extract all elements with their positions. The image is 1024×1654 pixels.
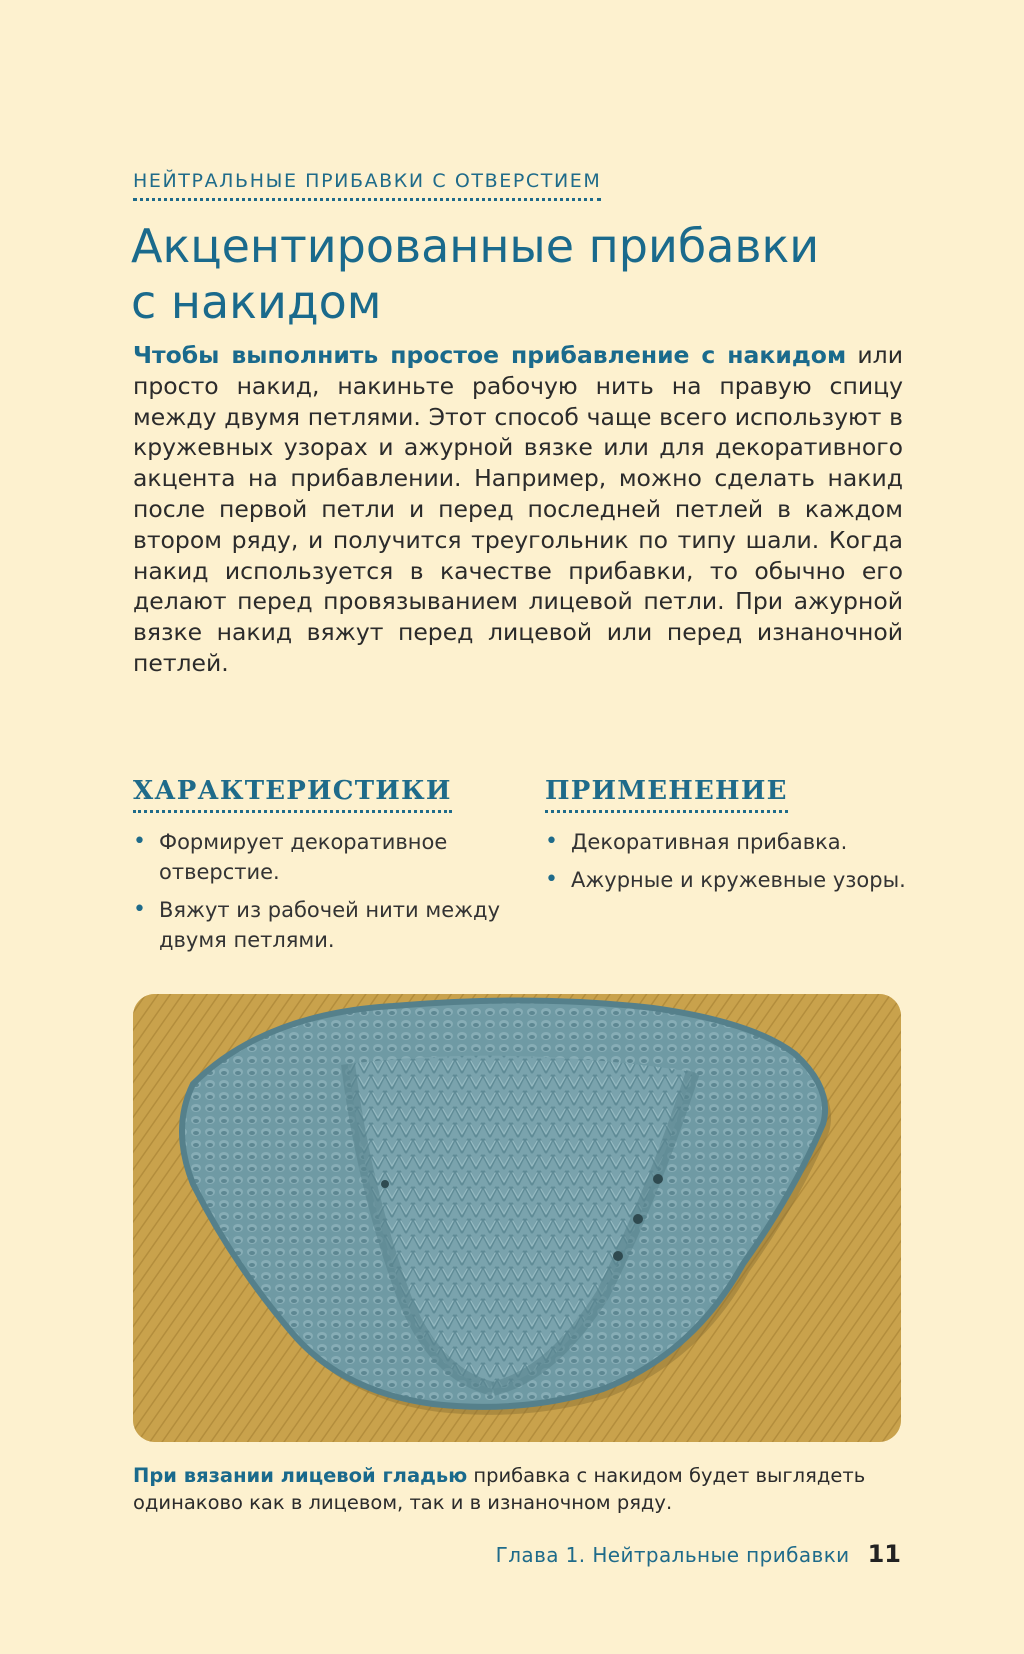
page-title-line-1: Акцентированные прибавки	[131, 219, 820, 273]
characteristics-section	[133, 776, 518, 963]
application-list	[545, 827, 945, 895]
page-title	[131, 218, 951, 330]
caption-lead: При вязании лицевой гладью	[133, 1464, 468, 1487]
list-item: • Ажурные и кружевные узоры.	[545, 865, 945, 895]
application-section	[545, 776, 945, 903]
chapter-title: Глава 1. Нейтральные прибавки	[495, 1543, 850, 1567]
page-footer	[496, 1540, 901, 1568]
caption-text: прибавка с накидом будет выглядеть одинаково как в лицевом, так и в изнаночном ряду.	[133, 1464, 866, 1514]
swatch-illustration	[133, 994, 901, 1442]
page-number: 11	[867, 1540, 901, 1568]
page-title-line-2: с накидом	[131, 275, 382, 329]
list-item: • Вяжут из рабочей нити между двумя петлями.	[133, 895, 518, 955]
intro-text: или просто накид, накиньте рабочую нить на правую спицу между двумя петлями. Этот способ чаще всего используют в кружевных узорах и ажурной вязке или для декоративного акцента на прибавлении. Например, можно сделать накид после первой петли и перед последней петлей в каждом втором ряду, и получится треугольник по типу шали. Когда накид используется в качестве прибавки, то обычно его делают перед провязыванием лицевой петли. При ажурной вязке накид вяжут перед лицевой или перед изнаночной петлей.	[133, 341, 903, 677]
list-item: • Декоративная прибавка.	[545, 827, 945, 857]
characteristics-heading: ХАРАКТЕРИСТИКИ	[133, 776, 452, 813]
intro-paragraph	[133, 340, 903, 679]
knitted-swatch-photo	[133, 994, 901, 1442]
intro-lead: Чтобы выполнить простое прибавление с накидом	[133, 341, 847, 369]
application-heading: ПРИМЕНЕНИЕ	[545, 776, 788, 813]
characteristics-list	[133, 827, 518, 955]
list-item: • Формирует декоративное отверстие.	[133, 827, 518, 887]
section-kicker: НЕЙТРАЛЬНЫЕ ПРИБАВКИ С ОТВЕРСТИЕМ	[133, 170, 601, 201]
photo-caption	[133, 1462, 913, 1516]
